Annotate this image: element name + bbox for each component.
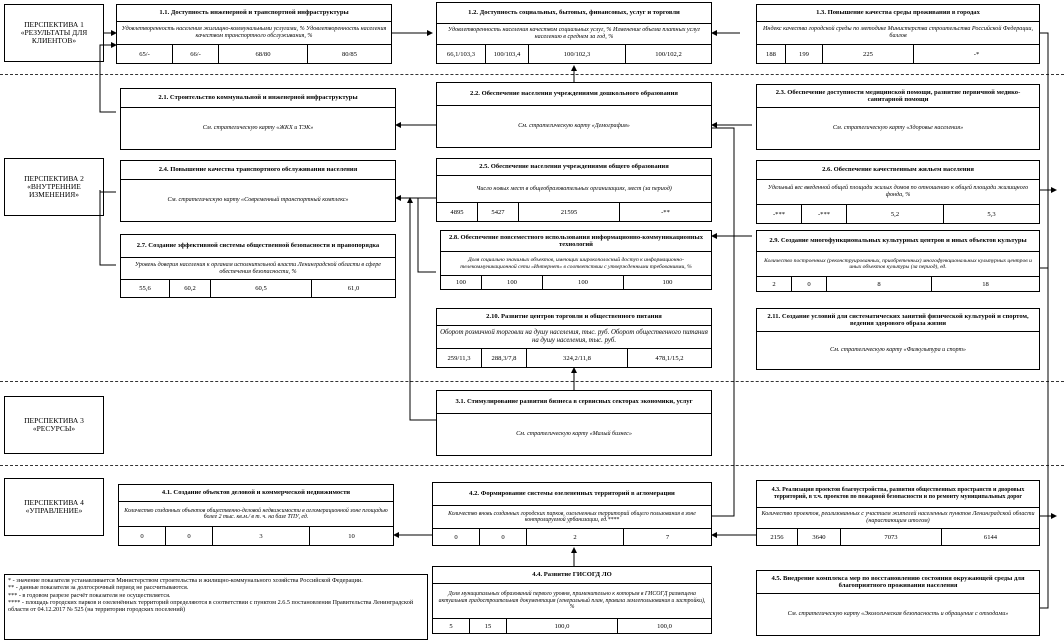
- box-2-7-title: 2.7. Создание эффективной системы общественной безопасности и правопорядка: [121, 235, 395, 258]
- box-2-7: [120, 234, 396, 298]
- box-3-1-title: 3.1. Стимулирование развития бизнеса в сервисных секторах экономики, услуг: [437, 391, 711, 414]
- value-cell: 7073: [841, 529, 942, 545]
- value-cell: 100/103,4: [486, 45, 529, 63]
- box-4-4: [432, 566, 712, 634]
- value-cell: 100: [543, 276, 624, 289]
- box-2-8-title: 2.8. Обеспечение повсеместного использования информационно-коммуникационных технологий: [441, 231, 711, 252]
- box-3-1: [436, 390, 712, 456]
- box-2-9: [756, 230, 1040, 292]
- value-cell: 5,3: [987, 210, 996, 218]
- value-cell: 66/-: [173, 45, 219, 63]
- perspective-4-label: ПЕРСПЕКТИВА 4 «УПРАВЛЕНИЕ»: [4, 478, 104, 536]
- box-2-6-indicator: Удельный вес введенной общей площади жилых домов по отношению к общей площади жилищного фонда, %: [767, 185, 1029, 198]
- box-1-2-title: 1.2. Доступность социальных, бытовых, финансовых, услуг и торговли: [437, 3, 711, 24]
- box-4-5-title: 4.5. Внедрение комплекса мер по восстановлению состояния окружающей среды для благоприятного проживания населения: [757, 571, 1039, 594]
- value-cell: 0: [166, 527, 213, 545]
- value-cell: 2: [757, 277, 792, 291]
- value-cell: 6144: [983, 533, 998, 541]
- value-cell: 288,3/7,8: [482, 349, 527, 367]
- box-1-3-indicator: Индекс качества городской среды по методике Министерства строительства Российской Федерации, баллов: [763, 26, 1033, 39]
- value-cell: 60,5: [211, 280, 312, 297]
- box-4-2-values: [433, 528, 711, 545]
- box-2-1-indicator: См. стратегическую карту «ЖКХ и ТЭК»: [202, 125, 314, 132]
- box-2-7-values: [121, 279, 395, 297]
- value-cell: 0: [792, 277, 827, 291]
- box-2-5: [436, 158, 712, 222]
- box-2-2-indicator: См. стратегическую карту «Демография»: [518, 123, 630, 130]
- value-cell: 5427: [478, 203, 519, 221]
- box-4-3: [756, 480, 1040, 546]
- box-2-2-title: 2.2. Обеспечение населения учреждениями дошкольного образования: [437, 83, 711, 106]
- value-cell: 324,2/11,8: [527, 349, 628, 367]
- box-4-2-title: 4.2. Формирование системы озелененных территорий в агломерации: [433, 483, 711, 506]
- value-cell: 10: [348, 532, 355, 540]
- box-2-7-indicator: Уровень доверия населения к органам исполнительной власти Ленинградской области в сфере обеспечения безопасности, %: [135, 261, 381, 275]
- box-1-1-indicator: Удовлетворенность населения жилищно-коммунальными услугами, % Удовлетворенность населения качеством транспортного обслуживания, %: [121, 26, 387, 39]
- value-cell: 0: [433, 529, 480, 545]
- box-2-5-indicator: Число новых мест в общеобразовательных организациях, мест (за период): [476, 185, 672, 192]
- value-cell: 60,2: [170, 280, 211, 297]
- value-cell: 100/102,2: [655, 50, 682, 58]
- box-2-5-values: [437, 202, 711, 221]
- box-4-3-title: 4.3. Реализация проектов благоустройства, развития общественных пространств и дворовых территорий, в т.ч. проектов по пожарной безопасности и по ремонту муниципальных дорог: [757, 481, 1039, 508]
- box-2-4: [120, 160, 396, 222]
- box-2-4-indicator: См. стратегическую карту «Современный транспортный комплекс»: [167, 197, 349, 204]
- box-2-11-title: 2.11. Создание условий для систематических занятий физической культурой и спортом, ведения здорового образа жизни: [757, 309, 1039, 332]
- box-3-1-indicator: См. стратегическую карту «Малый бизнес»: [516, 431, 632, 438]
- box-1-3-title: 1.3. Повышение качества среды проживания в городах: [757, 5, 1039, 22]
- value-cell: 100,0: [657, 622, 672, 630]
- value-cell: 5,2: [847, 205, 944, 223]
- value-cell: 80/85: [341, 50, 358, 58]
- box-2-8: [440, 230, 712, 290]
- box-2-11-indicator: См. стратегическую карту «Физкультура и спорт»: [830, 347, 966, 354]
- footnote: * - значение показателя устанавливается Министерством строительства и жилищно-коммунального хозяйства Российской Федерации.: [8, 577, 363, 584]
- value-cell: 2156: [757, 529, 798, 545]
- box-1-2-indicator: Удовлетворенность населения качеством социальных услуг, % Изменение объема платных услуг населению в среднем за год, %: [447, 27, 700, 40]
- box-1-1-values: [117, 44, 391, 63]
- box-4-4-indicator: Доля муниципальных образований первого уровня, применительно к которым в ГИСОГД размещена актуальная градостроительная документация (генеральный план, правила землепользования и застройки), %: [438, 591, 706, 611]
- box-4-3-values: [757, 528, 1039, 545]
- value-cell: 21595: [519, 203, 620, 221]
- value-cell: 4895: [437, 203, 478, 221]
- box-2-3: [756, 84, 1040, 150]
- box-2-5-title: 2.5. Обеспечение населения учреждениями общего образования: [437, 159, 711, 176]
- value-cell: 0: [119, 527, 166, 545]
- value-cell: 65/-: [117, 45, 173, 63]
- box-2-9-values: [757, 276, 1039, 291]
- box-4-5-indicator: См. стратегическую карту «Экологическая безопасность и обращение с отходами»: [787, 611, 1009, 618]
- value-cell: 225: [823, 45, 914, 63]
- box-4-2-indicator: Количество вновь созданных городских парков, озелененных территорий общего пользования в зоне контролируемой урбанизации, ед.****: [448, 510, 696, 523]
- value-cell: 259/11,3: [437, 349, 482, 367]
- box-4-4-values: [433, 618, 711, 633]
- box-4-2: [432, 482, 712, 546]
- value-cell: 5: [433, 619, 470, 633]
- box-2-6-title: 2.6. Обеспечение качественным жильем населения: [757, 161, 1039, 180]
- footnotes: [4, 574, 428, 640]
- footnote: ** - данные показателя за долгосрочный период не рассчитываются.: [8, 584, 189, 592]
- value-cell: 100/102,3: [529, 45, 626, 63]
- box-2-6: [756, 160, 1040, 224]
- box-4-1-title: 4.1. Создание объектов деловой и коммерческой недвижимости: [119, 485, 393, 502]
- box-2-3-indicator: См. стратегическую карту «Здоровье населения»: [832, 125, 964, 132]
- box-4-5: [756, 570, 1040, 636]
- box-1-2-values: [437, 44, 711, 63]
- box-2-9-indicator: Количество построенных (реконструированных, приобретенных) многофункциональных культурных центров и иных объектов культуры (за период), ед.: [764, 257, 1032, 270]
- box-1-3-values: [757, 44, 1039, 63]
- box-1-1-title: 1.1. Доступность инженерной и транспортной инфраструктуры: [117, 5, 391, 22]
- value-cell: 478,1/15,2: [655, 354, 684, 362]
- perspective-3-label: ПЕРСПЕКТИВА 3 «РЕСУРСЫ»: [4, 396, 104, 454]
- value-cell: 3: [213, 527, 310, 545]
- value-cell: -**: [661, 208, 670, 216]
- value-cell: 55,6: [121, 280, 170, 297]
- value-cell: 0: [480, 529, 527, 545]
- value-cell: 2: [527, 529, 624, 545]
- box-2-8-values: [441, 275, 711, 289]
- value-cell: 68/80: [219, 45, 308, 63]
- box-4-1-values: [119, 526, 393, 545]
- box-1-3: [756, 4, 1040, 64]
- box-2-2: [436, 82, 712, 148]
- value-cell: 100: [441, 276, 482, 289]
- box-2-10-indicator: Оборот розничной торговли на душу населения, тыс. руб. Оборот общественного питания на душу населения, тыс. руб.: [440, 329, 708, 344]
- box-2-11: [756, 308, 1040, 370]
- box-4-4-title: 4.4. Развитие ГИСОГД ЛО: [433, 567, 711, 584]
- box-4-1-indicator: Количество созданных объектов общественно-деловой недвижимости в агломерационной зоне площадью более 2 тыс. кв.м./ в т. ч. на базе ТПУ, ед.: [124, 507, 388, 520]
- box-2-1-title: 2.1. Строительство коммунальной и инженерной инфраструктуры: [121, 89, 395, 108]
- footnote: **** - площадь городских парков и озеленённых территорий определяются в соответствии с пунктом 2.6.5 постановления Правительства Ленинградской области от 04.12.2017 № 525 (на территории городских поселений): [8, 598, 414, 614]
- value-cell: 8: [827, 277, 932, 291]
- perspective-1-label: ПЕРСПЕКТИВА 1 «РЕЗУЛЬТАТЫ ДЛЯ КЛИЕНТОВ»: [4, 4, 104, 62]
- box-4-1: [118, 484, 394, 546]
- value-cell: 100: [662, 279, 673, 286]
- box-1-2: [436, 2, 712, 64]
- box-2-10-values: [437, 348, 711, 367]
- box-2-9-title: 2.9. Создание многофункциональных культурных центров и иных объектов культуры: [757, 231, 1039, 252]
- box-2-10-title: 2.10. Развитие центров торговли и общественного питания: [437, 309, 711, 326]
- value-cell: 3640: [798, 529, 841, 545]
- box-2-4-title: 2.4. Повышение качества транспортного обслуживания населения: [121, 161, 395, 180]
- value-cell: 199: [786, 45, 823, 63]
- perspective-2-label: ПЕРСПЕКТИВА 2 «ВНУТРЕННИЕ ИЗМЕНЕНИЯ»: [4, 158, 104, 216]
- value-cell: 66,1/103,3: [437, 45, 486, 63]
- value-cell: 188: [757, 45, 786, 63]
- value-cell: 7: [665, 533, 670, 541]
- box-2-1: [120, 88, 396, 150]
- box-2-10: [436, 308, 712, 368]
- value-cell: 15: [470, 619, 507, 633]
- value-cell: -***: [802, 205, 847, 223]
- box-2-6-values: [757, 204, 1039, 223]
- value-cell: -***: [757, 205, 802, 223]
- box-2-3-title: 2.3. Обеспечение доступности медицинской помощи, развитие первичной медико-санитарной помощи: [757, 85, 1039, 108]
- footnote: *** - в годовом разрезе расчёт показателя не осуществляется.: [8, 591, 171, 599]
- value-cell: 100: [482, 276, 543, 289]
- box-2-8-indicator: Доля социально значимых объектов, имеющих широкополосный доступ к информационно-телекоммуникационной сети «Интернет» в соответствии с утвержденными требованиями, %: [460, 257, 692, 270]
- value-cell: -*: [973, 50, 980, 58]
- value-cell: 61,0: [347, 285, 360, 292]
- box-1-1: [116, 4, 392, 64]
- value-cell: 100,0: [507, 619, 618, 633]
- box-4-3-indicator: Количество проектов, реализованных с участием жителей населенных пунктов Ленинградской области (нарастающим итогом): [761, 511, 1035, 524]
- value-cell: 18: [982, 280, 989, 288]
